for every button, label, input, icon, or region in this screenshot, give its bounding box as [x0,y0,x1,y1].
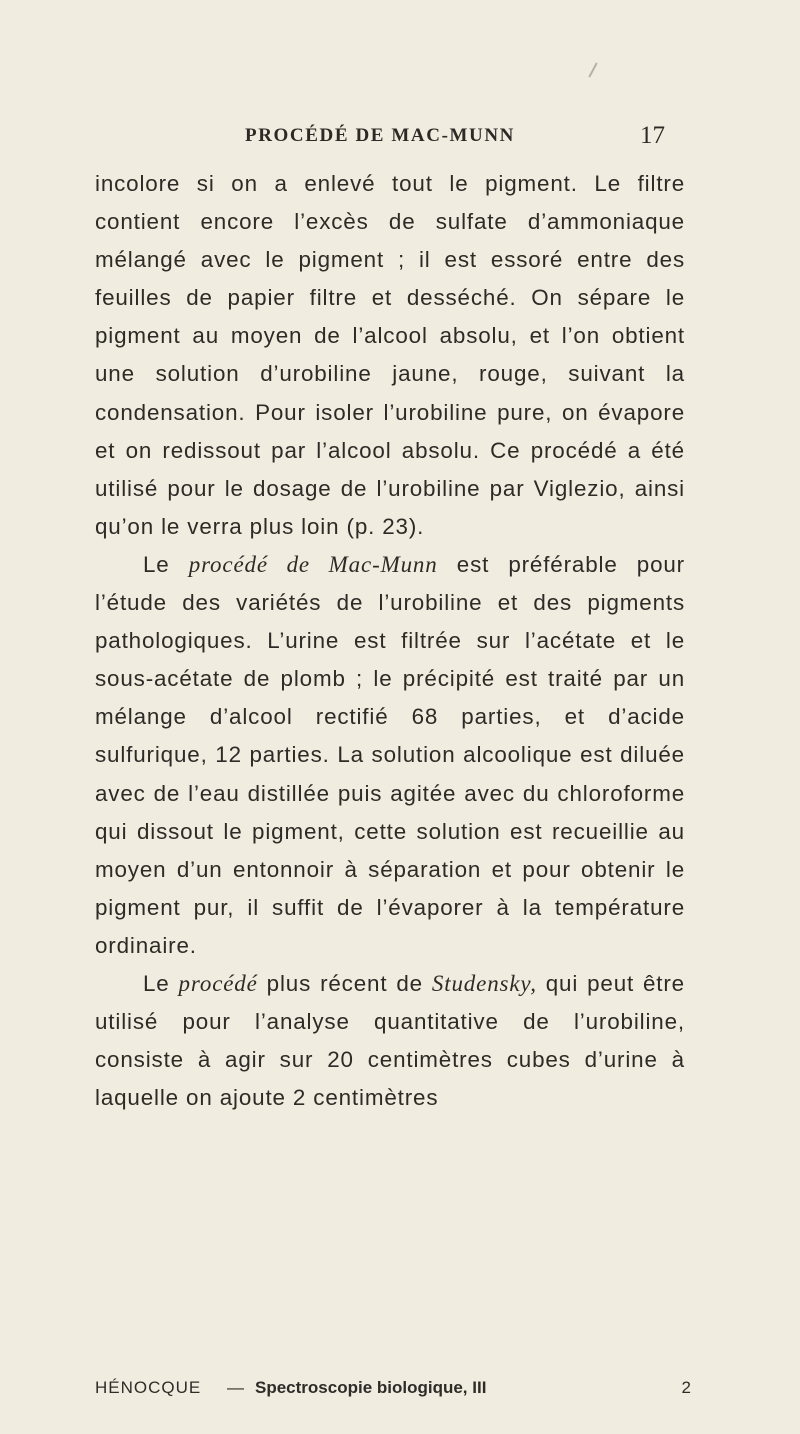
paragraph-3-middle: plus récent de [257,970,432,996]
paragraph-2-emphasis: procédé de Mac-Munn [188,551,438,577]
paragraph-2-lead: Le [143,551,189,577]
body-text [95,165,685,1117]
paragraph-1 [95,165,685,546]
paragraph-3-emphasis: procédé [178,970,258,996]
paragraph-3-lead: Le [143,970,179,996]
paragraph-2 [95,546,685,965]
page-number: 17 [640,122,665,149]
paragraph-2-text: est préférable pour l’étude des variétés de l’urobiline et des pigments pathologiques. L’urine est filtrée sur l’acétate et le sous-acétate de plomb ; le précipité est traité par un mélange d’alcool rectifié 68 parties, et d’acide sulfurique, 12 parties. La solution alcoolique est diluée avec de l’eau distillée puis agitée avec du chloroforme qui dissout le pigment, cette solution est recueillie au moyen d’un entonnoir à séparation et pour obtenir le pigment pur, il suffit de l’évaporer à la température ordinaire. [95,551,685,958]
footer-author: HÉNOCQUE [95,1378,202,1397]
paragraph-3 [95,965,685,1117]
footer-separator: — [227,1378,244,1397]
page-header [245,122,665,155]
footer-book-title: Spectroscopie biologique, III [255,1378,487,1397]
running-head: PROCÉDÉ DE MAC-MUNN [245,125,515,146]
paragraph-3-emphasis-2: Studensky, [431,970,537,996]
paragraph-1-text: incolore si on a enlevé tout le pigment. Le filtre contient encore l’excès de sulfate d’ammoniaque mélangé avec le pigment ; il est essoré entre des feuilles de papier filtre et desséché. On sépare le pigment au moyen de l’alcool absolu, et l’on obtient une solution d’urobiline jaune, rouge, suivant la condensation. Pour isoler l’urobiline pure, on évapore et on redissout par l’alcool absolu. Ce procédé a été utilisé pour le dosage de l’urobiline par Viglezio, ainsi qu’on le verra plus loin (p. 23). [95,171,685,539]
page-footer [95,1378,695,1408]
footer-signature: 2 [681,1378,691,1397]
margin-mark [588,62,597,77]
paragraph-3-text: qui peut être utilisé pour l’analyse quantitative de l’urobiline, consiste à agir sur 20 centimètres cubes d’urine à laquelle on ajoute 2 centimètres [95,970,685,1111]
